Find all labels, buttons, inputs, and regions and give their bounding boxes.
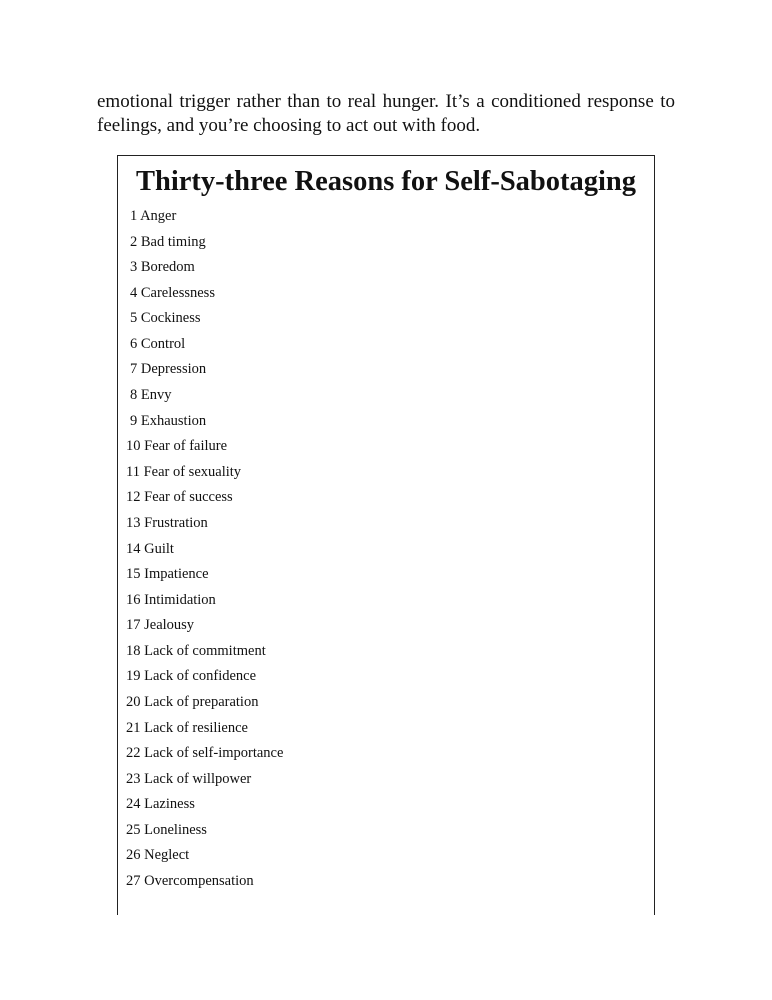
reason-item (126, 537, 283, 563)
reason-number: 5 (130, 310, 138, 327)
reason-text: Intimidation (144, 591, 216, 608)
reason-text: Fear of success (144, 489, 233, 506)
reason-item (126, 204, 283, 230)
reason-item (126, 460, 283, 486)
reason-item (126, 664, 283, 690)
reason-text: Depression (140, 361, 207, 378)
reason-number: 17 (126, 617, 141, 634)
reasons-sidebar-box (117, 155, 655, 915)
reason-text: Fear of failure (144, 438, 228, 455)
reason-item (126, 434, 283, 460)
reason-text: Jealousy (144, 617, 195, 634)
reason-text: Laziness (144, 796, 195, 813)
reason-number: 1 (130, 208, 138, 224)
reason-item (126, 230, 283, 256)
reason-number: 11 (126, 463, 140, 480)
reason-item (126, 306, 283, 332)
reason-number: 2 (130, 233, 138, 250)
reason-item (126, 716, 283, 742)
reason-item (126, 690, 283, 716)
reason-item (126, 639, 283, 665)
reason-item (126, 511, 283, 537)
reason-item (126, 357, 283, 383)
reason-number: 20 (126, 693, 141, 710)
intro-line: emotional trigger rather than to real hunger. It’s a conditioned response to (97, 91, 675, 112)
reason-text: Fear of sexuality (143, 463, 242, 480)
reason-text: Envy (140, 387, 172, 404)
reason-item (126, 255, 283, 281)
reason-item (126, 843, 283, 869)
reasons-list (126, 204, 283, 895)
reason-text: Guilt (144, 540, 174, 557)
reason-text: Control (140, 335, 186, 352)
reason-number: 24 (126, 796, 141, 813)
reason-number: 16 (126, 591, 141, 608)
reason-number: 3 (130, 259, 138, 276)
reason-text: Lack of confidence (144, 668, 257, 685)
reason-number: 8 (130, 387, 138, 404)
reason-text: Exhaustion (140, 412, 207, 429)
reason-number: 14 (126, 540, 141, 557)
reason-text: Neglect (144, 847, 190, 864)
reason-number: 27 (126, 873, 141, 890)
reason-number: 10 (126, 438, 141, 455)
reason-text: Lack of self-importance (144, 745, 284, 762)
reason-text: Anger (140, 208, 177, 224)
reason-item (126, 869, 283, 895)
intro-line: feelings, and you’re choosing to act out with food. (97, 115, 481, 136)
reason-number: 26 (126, 847, 141, 864)
reason-item (126, 818, 283, 844)
reason-item (126, 613, 283, 639)
reason-text: Frustration (144, 514, 208, 531)
reason-item (126, 281, 283, 307)
reason-item (126, 792, 283, 818)
reason-number: 23 (126, 770, 141, 787)
reason-text: Loneliness (144, 821, 207, 838)
reason-text: Lack of resilience (144, 719, 248, 736)
reason-number: 6 (130, 335, 138, 352)
reason-number: 18 (126, 642, 141, 659)
reason-number: 4 (130, 284, 138, 301)
intro-paragraph (97, 90, 675, 138)
reason-text: Carelessness (140, 284, 215, 301)
reason-text: Impatience (144, 566, 209, 583)
reason-text: Lack of preparation (144, 693, 259, 710)
reason-item (126, 383, 283, 409)
reason-text: Overcompensation (144, 873, 254, 890)
reason-number: 21 (126, 719, 141, 736)
reason-item (126, 409, 283, 435)
reason-item (126, 562, 283, 588)
reason-item (126, 332, 283, 358)
reason-text: Lack of commitment (144, 642, 266, 659)
reason-number: 15 (126, 566, 141, 583)
reason-item (126, 767, 283, 793)
reason-text: Cockiness (140, 310, 201, 327)
reason-number: 9 (130, 412, 138, 429)
reason-number: 19 (126, 668, 141, 685)
reason-text: Boredom (140, 259, 195, 276)
reason-number: 7 (130, 361, 138, 378)
reason-item (126, 485, 283, 511)
reason-number: 12 (126, 489, 141, 506)
reason-text: Lack of willpower (144, 770, 252, 787)
reason-number: 13 (126, 514, 141, 531)
reason-item (126, 741, 283, 767)
reason-text: Bad timing (140, 233, 206, 250)
reason-item (126, 588, 283, 614)
reason-number: 22 (126, 745, 141, 762)
reason-number: 25 (126, 821, 141, 838)
box-title: Thirty-three Reasons for Self-Sabotaging (135, 166, 637, 197)
